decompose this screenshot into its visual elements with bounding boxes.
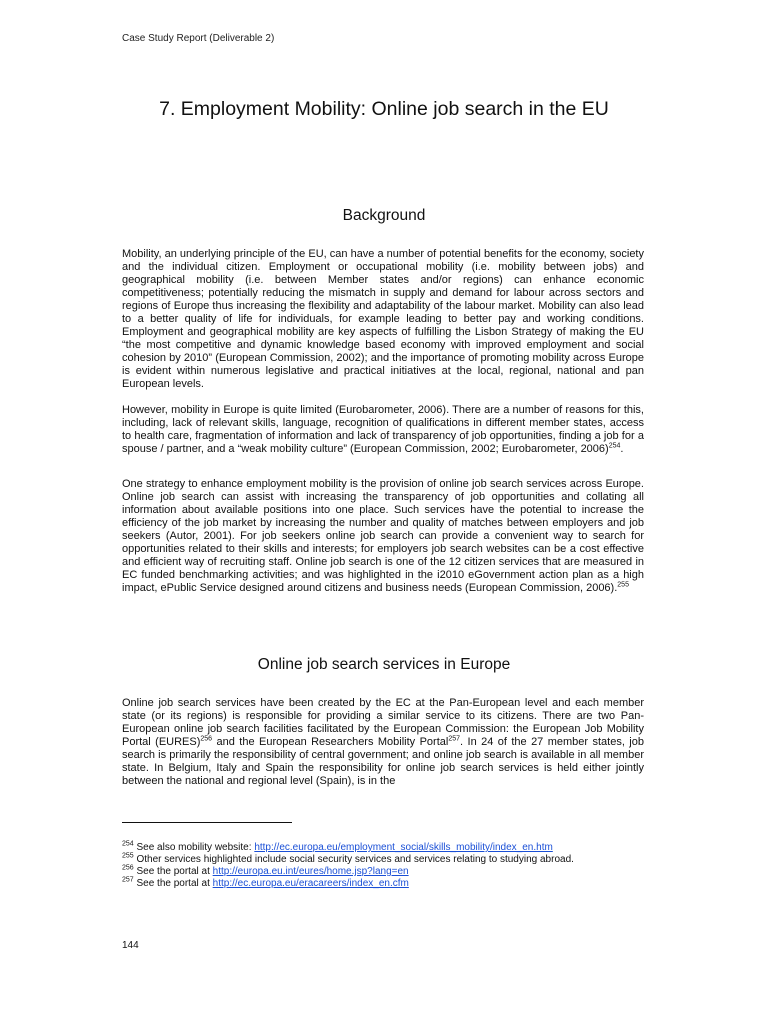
footnote-number: 256	[122, 864, 134, 872]
paragraph-online-services	[122, 697, 644, 788]
footnote-text: See the portal at	[133, 866, 213, 877]
paragraph-online-job-search-strategy	[122, 478, 644, 595]
footnote-ref-257[interactable]: 257	[448, 735, 461, 743]
paragraph-text: One strategy to enhance employment mobility is the provision of online job search services across Europe. Online job search can assist with increasing the transparency of job opportunities and collating all information about available positions into one place. Such services have the potential to increase the efficiency of the job market by increasing the number and quality of matches between employers and job seekers (Autor, 2001). For job seekers online job search can provide a convenient way to search for opportunities related to their skills and interests; for employers job search websites can be a cost effective and efficient way of recruiting staff. Online job search is one of the 12 citizen services that are measured in EC funded benchmarking activities; and was highlighted in the i2010 eGovernment action plan as a high impact, ePublic Service designed around citizens and business needs (European Commission, 2006).	[122, 478, 644, 594]
footnote-divider	[122, 822, 292, 823]
paragraph-mobility-benefits: Mobility, an underlying principle of the EU, can have a number of potential benefits for the economy, society and the individual citizen. Employment or occupational mobility (i.e. mobility between jobs) and geographical mobility (i.e. between Member states and/or regions) can enhance economic competitiveness; potentially reducing the mismatch in supply and demand for labour across sectors and regions of Europe thus increasing the flexibility and adaptability of the labour market. Mobility can also lead to a better quality of life for individuals, for example leading to better pay and working conditions. Employment and geographical mobility are key aspects of fulfilling the Lisbon Strategy of making the EU “the most competitive and dynamic knowledge based economy with improved employment and social cohesion by 2010” (European Commission, 2002); and the importance of promoting mobility across Europe is evident within numerous legislative and practical initiatives at the local, regional, national and pan European levels.	[122, 248, 644, 390]
footnote-254	[122, 842, 662, 854]
footnote-number: 257	[122, 876, 134, 884]
footnote-255	[122, 854, 662, 866]
section-heading-online-services: Online job search services in Europe	[257, 656, 511, 673]
footnote-text: Other services highlighted include social security services and services relating to studying abroad.	[133, 854, 574, 865]
running-header: Case Study Report (Deliverable 2)	[122, 33, 275, 44]
footnote-number: 255	[122, 852, 134, 860]
footnote-link-eures-portal[interactable]: http://europa.eu.int/eures/home.jsp?lang=en	[212, 866, 409, 877]
page-number: 144	[122, 940, 139, 951]
footnote-ref-254[interactable]: 254	[608, 442, 621, 450]
footnote-link-mobility-website[interactable]: http://ec.europa.eu/employment_social/skills_mobility/index_en.htm	[254, 842, 553, 853]
paragraph-text: However, mobility in Europe is quite limited (Eurobarometer, 2006). There are a number of reasons for this, including, lack of relevant skills, language, recognition of qualifications in different member states, access to health care, fragmentation of information and lack of transparency of job opportunities, finding a job for a spouse / partner, and a “weak mobility culture” (European Commission, 2002; Eurobarometer, 2006)	[122, 404, 644, 455]
paragraph-text: Online job search services have been created by the EC at the Pan-European level and each member state (or its regions) is responsible for providing a similar service to its citizens. There are two Pan-European online job search facilities facilitated by the European Commission: the European Job Mobility Portal (EURES)	[122, 697, 644, 748]
footnote-256	[122, 866, 662, 878]
chapter-title: 7. Employment Mobility: Online job search in the EU	[159, 98, 609, 120]
paragraph-text: and the European Researchers Mobility Portal	[212, 736, 449, 748]
footnote-ref-255[interactable]: 255	[617, 581, 629, 589]
footnote-number: 254	[122, 840, 134, 848]
footnote-text: See also mobility website:	[133, 842, 255, 853]
footnotes	[122, 842, 662, 890]
paragraph-text: .	[620, 443, 624, 455]
section-heading-background: Background	[342, 207, 426, 224]
paragraph-text: . In 24 of the 27 member states, job search is primarily the responsibility of central government; and online job search is available in all member state. In Belgium, Italy and Spain the responsibility for online job search services is held either jointly between the national and regional level (Spain), is in the	[122, 736, 644, 787]
footnote-257	[122, 878, 662, 890]
paragraph-mobility-limited	[122, 404, 644, 456]
footnote-ref-256[interactable]: 256	[200, 735, 213, 743]
footnote-text: See the portal at	[133, 878, 213, 889]
footnote-link-eracareers-portal[interactable]: http://ec.europa.eu/eracareers/index_en.cfm	[212, 878, 409, 889]
